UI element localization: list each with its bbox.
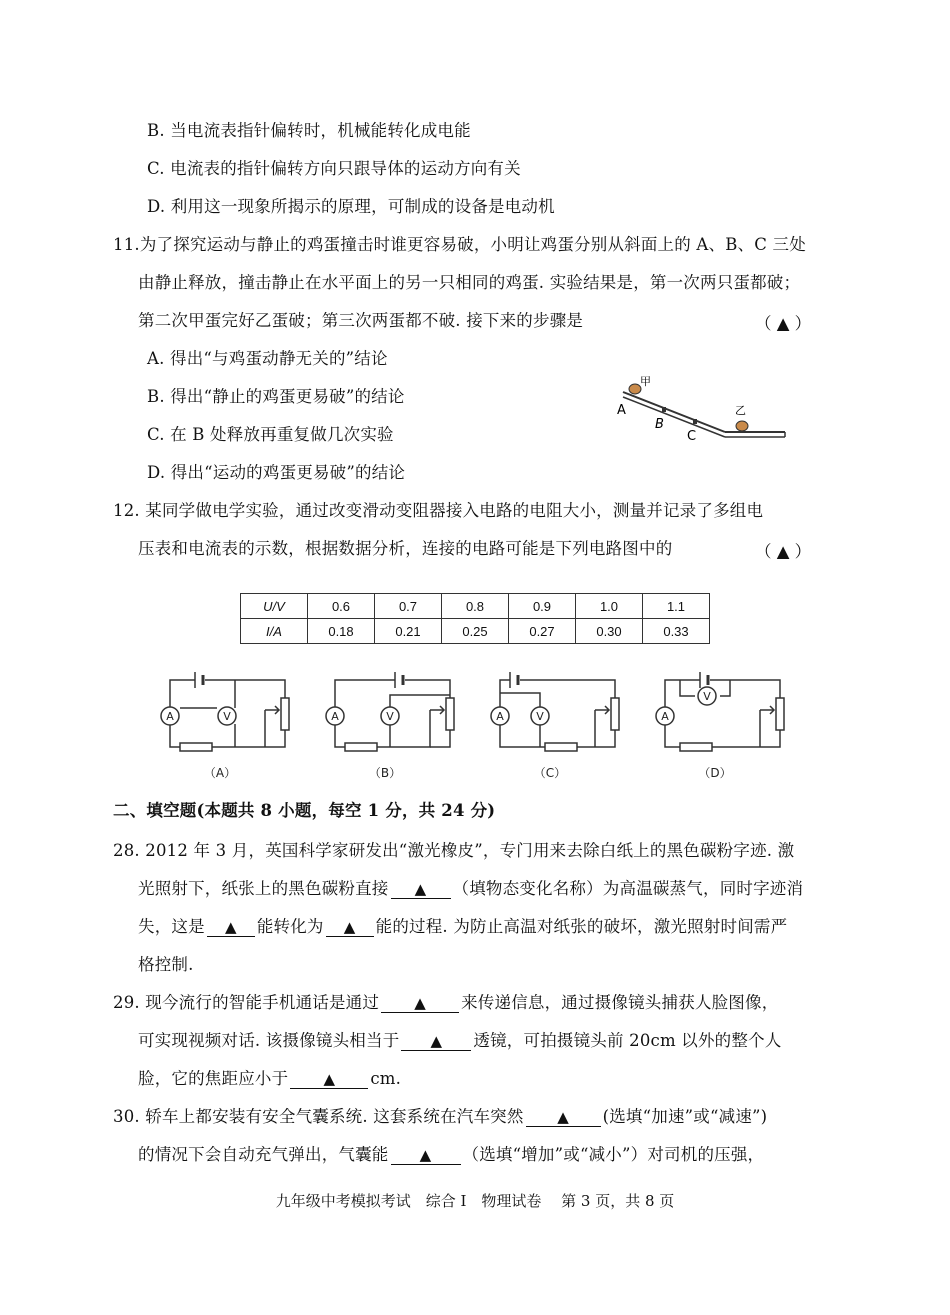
q10-option-b: B. 当电流表指针偏转时，机械能转化成电能 xyxy=(147,121,471,140)
q28-line3 xyxy=(138,916,787,938)
q11-option-a: A. 得出“与鸡蛋动静无关的”结论 xyxy=(147,349,388,368)
ammeter-label: A xyxy=(166,710,174,723)
table-cell: 0.18 xyxy=(308,619,375,644)
section-title: 二、填空题(本题共 8 小题，每空 1 分，共 24 分) xyxy=(113,801,496,820)
q10-option-c: C. 电流表的指针偏转方向只跟导体的运动方向有关 xyxy=(147,159,521,178)
circuit-label-a: （A） xyxy=(203,766,237,780)
q29-text: 29. 现今流行的智能手机通话是通过 xyxy=(113,993,380,1012)
answer-blank[interactable] xyxy=(526,1108,601,1127)
page-footer: 九年级中考模拟考试 综合 I 物理试卷 第 3 页，共 8 页 xyxy=(275,1192,675,1210)
q30-text: (选填“加速”或“减速”) xyxy=(602,1107,768,1126)
egg-yi xyxy=(736,421,748,431)
q28-text: （填物态变化名称）为高温碳蒸气，同时字迹消 xyxy=(452,879,804,898)
answer-blank[interactable] xyxy=(207,918,255,937)
q11-stem-line1: 11.为了探究运动与静止的鸡蛋撞击时谁更容易破，小明让鸡蛋分别从斜面上的 A、B、C 三处 xyxy=(113,235,806,254)
q29-line3 xyxy=(138,1068,401,1090)
label-a: A xyxy=(617,403,626,418)
label-jia: 甲 xyxy=(640,375,651,388)
table-head-i: I/A xyxy=(241,619,308,644)
q28-text: 失，这是 xyxy=(138,917,205,936)
q29-text: 脸，它的焦距应小于 xyxy=(138,1069,289,1088)
circuit-label-d: （D） xyxy=(698,766,732,780)
answer-blank[interactable] xyxy=(290,1070,368,1089)
table-row xyxy=(241,594,710,619)
q11-answer-mark: （ ▲ ） xyxy=(755,314,812,333)
q28-line1: 28. 2012 年 3 月，英国科学家研发出“激光橡皮”，专门用来去除白纸上的黑色碳粉字迹. 激 xyxy=(113,841,795,860)
voltmeter-label: V xyxy=(536,710,544,723)
voltmeter-label: V xyxy=(223,710,231,723)
uv-data-table xyxy=(240,593,710,644)
blank-mark: ▲ xyxy=(557,1108,569,1126)
q12-answer-mark: （ ▲ ） xyxy=(755,542,812,561)
q11-option-b: B. 得出“静止的鸡蛋更易破”的结论 xyxy=(147,387,405,406)
q30-text: 的情况下会自动充气弹出，气囊能 xyxy=(138,1145,389,1164)
q28-text: 能的过程. 为防止高温对纸张的破坏，激光照射时间需严 xyxy=(375,917,788,936)
q11-stem-line2: 由静止释放，撞击静止在水平面上的另一只相同的鸡蛋. 实验结果是，第一次两只蛋都破； xyxy=(138,273,801,292)
table-cell: 0.30 xyxy=(576,619,643,644)
q28-line4: 格控制. xyxy=(138,955,194,974)
label-b: B xyxy=(655,417,664,432)
circuit-diagrams xyxy=(155,660,795,785)
q29-text: 来传递信息，通过摄像镜头捕获人脸图像， xyxy=(461,993,779,1012)
blank-mark: ▲ xyxy=(414,994,426,1012)
table-head-u: U/V xyxy=(241,594,308,619)
ammeter-label: A xyxy=(331,710,339,723)
blank-mark: ▲ xyxy=(414,880,427,898)
table-cell: 0.6 xyxy=(308,594,375,619)
voltmeter-label: V xyxy=(386,710,394,723)
answer-blank[interactable] xyxy=(401,1032,471,1051)
q12-stem-line1: 12. 某同学做电学实验，通过改变滑动变阻器接入电路的电阻大小，测量并记录了多组电 xyxy=(113,501,764,520)
q28-text: 能转化为 xyxy=(256,917,324,936)
label-yi: 乙 xyxy=(735,404,746,417)
answer-blank[interactable] xyxy=(381,994,459,1013)
table-cell: 0.33 xyxy=(643,619,710,644)
table-cell: 1.1 xyxy=(643,594,710,619)
q10-option-d: D. 利用这一现象所揭示的原理，可制成的设备是电动机 xyxy=(147,197,555,216)
circuit-label-c: （C） xyxy=(533,766,567,780)
table-cell: 0.27 xyxy=(509,619,576,644)
table-row xyxy=(241,619,710,644)
q29-line1 xyxy=(113,992,778,1014)
q29-text: 透镜，可拍摄镜头前 20cm 以外的整个人 xyxy=(473,1031,782,1050)
label-c: C xyxy=(687,429,697,444)
q30-line1 xyxy=(113,1106,767,1128)
voltmeter-label: V xyxy=(703,690,711,703)
answer-blank[interactable] xyxy=(391,880,451,899)
q29-text: 可实现视频对话. 该摄像镜头相当于 xyxy=(138,1031,400,1050)
table-cell: 0.21 xyxy=(375,619,442,644)
q28-text: 光照射下，纸张上的黑色碳粉直接 xyxy=(138,879,389,898)
q30-text: （选填“增加”或“减小”）对司机的压强， xyxy=(462,1145,765,1164)
q28-line2 xyxy=(138,878,803,900)
blank-mark: ▲ xyxy=(224,918,237,936)
q11-option-c: C. 在 B 处释放再重复做几次实验 xyxy=(147,425,394,444)
blank-mark: ▲ xyxy=(323,1070,336,1088)
circuit-c xyxy=(500,672,619,751)
table-cell: 0.8 xyxy=(442,594,509,619)
q30-line2 xyxy=(138,1144,764,1166)
ammeter-label: A xyxy=(496,710,504,723)
table-cell: 0.9 xyxy=(509,594,576,619)
blank-mark: ▲ xyxy=(430,1032,443,1050)
table-cell: 0.7 xyxy=(375,594,442,619)
answer-blank[interactable] xyxy=(391,1146,461,1165)
blank-mark: ▲ xyxy=(419,1146,432,1164)
q29-text: cm. xyxy=(370,1069,402,1088)
q12-stem-line2: 压表和电流表的示数，根据数据分析，连接的电路可能是下列电路图中的 xyxy=(138,539,673,558)
q30-text: 30. 轿车上都安装有安全气囊系统. 这套系统在汽车突然 xyxy=(113,1107,524,1126)
ammeter-label: A xyxy=(661,710,669,723)
table-cell: 0.25 xyxy=(442,619,509,644)
blank-mark: ▲ xyxy=(343,918,356,936)
table-cell: 1.0 xyxy=(576,594,643,619)
incline-figure xyxy=(605,370,795,450)
circuit-d xyxy=(665,672,784,751)
circuit-label-b: （B） xyxy=(368,766,402,780)
q11-stem-line3: 第二次甲蛋完好乙蛋破；第三次两蛋都不破. 接下来的步骤是 xyxy=(138,311,584,330)
q11-option-d: D. 得出“运动的鸡蛋更易破”的结论 xyxy=(147,463,406,482)
answer-blank[interactable] xyxy=(326,918,374,937)
q29-line2 xyxy=(138,1030,781,1052)
